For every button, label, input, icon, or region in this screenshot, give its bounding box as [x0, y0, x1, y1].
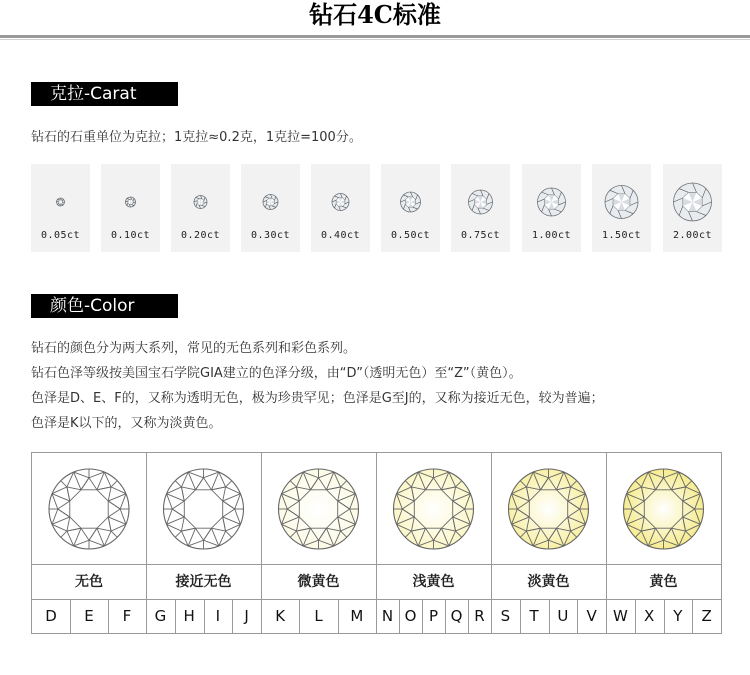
grade-name: 淡黄色 — [527, 574, 570, 590]
diamond-icon — [311, 164, 370, 230]
color-grade-letter: S — [500, 607, 511, 625]
color-grade-letter: N — [381, 607, 394, 625]
letter-divider — [692, 599, 693, 633]
brilliant-diamond-icon — [491, 453, 606, 563]
color-grade-letter: L — [314, 607, 323, 625]
carat-label: 1.50ct — [601, 230, 642, 241]
color-grade-letter: X — [643, 607, 655, 625]
color-grade-letter: F — [122, 607, 132, 625]
color-line-4: 色泽是K以下的，又称为淡黄色。 — [31, 416, 222, 431]
color-grade-letter: V — [586, 607, 597, 625]
color-grade-letter: U — [557, 607, 569, 625]
page-title: 钻石4C标准 — [309, 0, 441, 29]
carat-label: 2.00ct — [672, 230, 713, 241]
diamond-icon — [381, 164, 440, 230]
letter-divider — [399, 599, 400, 633]
grade-name: 微黄色 — [297, 574, 340, 590]
letter-divider — [577, 599, 578, 633]
letter-divider — [299, 599, 300, 633]
diamond-icon — [592, 164, 651, 230]
color-section-tag: 颜色-Color — [31, 294, 178, 318]
color-grade-letter: Z — [701, 607, 712, 625]
carat-label: 0.05ct — [40, 230, 81, 241]
brilliant-diamond-icon — [376, 453, 491, 563]
carat-cell — [311, 164, 370, 252]
letter-divider — [338, 599, 339, 633]
grade-name: 接近无色 — [175, 574, 232, 590]
header-divider-thin — [0, 39, 750, 40]
color-grade-letter: I — [215, 607, 221, 625]
carat-cell — [381, 164, 440, 252]
diamond-icon — [171, 164, 230, 230]
color-grade-letter: G — [154, 607, 167, 625]
diamond-icon — [451, 164, 510, 230]
brilliant-diamond-icon — [261, 453, 376, 563]
carat-label: 0.30ct — [250, 230, 291, 241]
color-grade-letter: O — [404, 607, 417, 625]
color-grade-letter: H — [183, 607, 195, 625]
color-grade-letter: R — [474, 607, 485, 625]
brilliant-diamond-icon — [606, 453, 721, 563]
carat-cell — [31, 164, 90, 252]
letter-divider — [175, 599, 176, 633]
letter-divider — [232, 599, 233, 633]
carat-cell — [663, 164, 722, 252]
letter-divider — [520, 599, 521, 633]
letter-divider — [635, 599, 636, 633]
carat-cell — [101, 164, 160, 252]
diamond-icon — [101, 164, 160, 230]
letter-divider — [445, 599, 446, 633]
letter-divider — [204, 599, 205, 633]
letter-divider — [108, 599, 109, 633]
brilliant-diamond-icon — [32, 453, 146, 563]
grade-name: 无色 — [75, 574, 103, 590]
letter-divider — [468, 599, 469, 633]
carat-cell — [171, 164, 230, 252]
color-grade-letter: W — [612, 607, 628, 625]
carat-cell — [451, 164, 510, 252]
carat-label: 0.10ct — [110, 230, 151, 241]
grade-name: 黄色 — [649, 574, 678, 590]
color-grade-letter: J — [244, 607, 249, 625]
carat-description: 钻石的石重单位为克拉；1克拉≈0.2克，1克拉=100分。 — [31, 130, 362, 145]
page-header — [0, 0, 750, 42]
diamond-icon — [522, 164, 581, 230]
color-grade-letter: Y — [673, 607, 683, 625]
color-line-3: 色泽是D、E、F的，又称为透明无色，极为珍贵罕见；色泽是G至J的，又称为接近无色，较为普遍； — [31, 391, 604, 406]
letter-divider — [70, 599, 71, 633]
color-line-2: 钻石色泽等级按美国宝石学院GIA建立的色泽分级，由“D”（透明无色）至“Z”（黄色）。 — [31, 366, 522, 381]
carat-label: 0.40ct — [320, 230, 361, 241]
letter-divider — [664, 599, 665, 633]
carat-label: 0.20ct — [180, 230, 221, 241]
letter-divider — [549, 599, 550, 633]
color-grade-letter: Q — [450, 607, 463, 625]
color-grade-table — [31, 452, 722, 634]
carat-section-tag: 克拉-Carat — [31, 82, 178, 106]
color-grade-letter: D — [45, 607, 57, 625]
color-grade-letter: K — [275, 607, 286, 625]
carat-label: 1.00ct — [531, 230, 572, 241]
color-line-1: 钻石的颜色分为两大系列，常见的无色系列和彩色系列。 — [31, 341, 357, 356]
grade-name: 浅黄色 — [412, 574, 455, 590]
carat-label: 0.75ct — [460, 230, 501, 241]
carat-cell — [592, 164, 651, 252]
carat-cell — [241, 164, 300, 252]
carat-cell — [522, 164, 581, 252]
color-grade-letter: E — [84, 607, 94, 625]
diamond-icon — [31, 164, 90, 230]
brilliant-diamond-icon — [146, 453, 261, 563]
carat-label: 0.50ct — [390, 230, 431, 241]
diamond-icon — [241, 164, 300, 230]
header-divider — [0, 35, 750, 38]
color-grade-letter: M — [350, 607, 364, 625]
carat-size-row — [31, 164, 723, 252]
color-grade-letter: T — [529, 607, 539, 625]
color-grade-letter: P — [428, 607, 439, 625]
letter-divider — [422, 599, 423, 633]
diamond-icon — [663, 164, 722, 230]
